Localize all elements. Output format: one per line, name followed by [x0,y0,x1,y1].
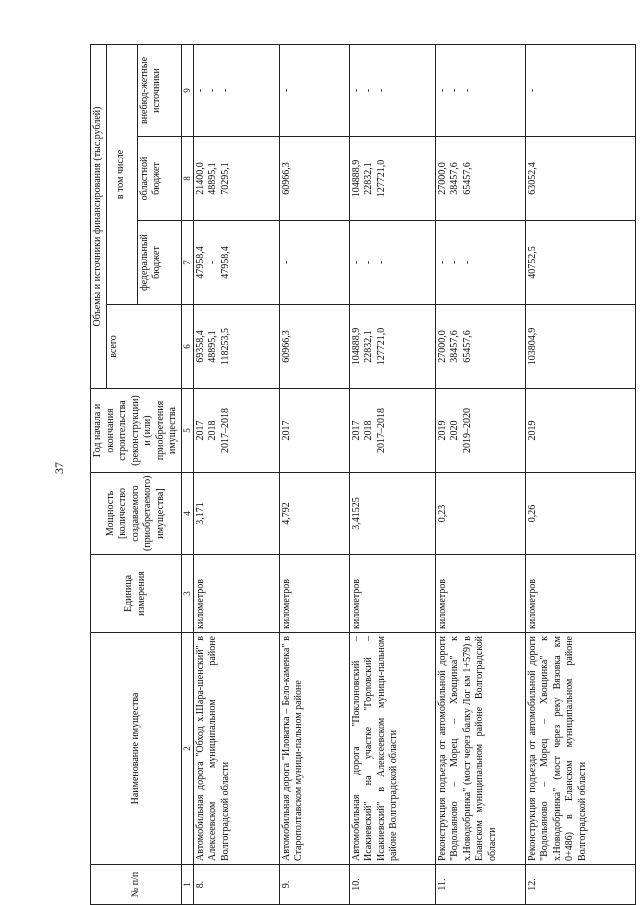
header-funding: Объемы и источники финансирования (тыс.рублей) [91,44,107,388]
table-row [435,44,525,904]
regional-cell-value: 22832,1 [363,162,375,195]
total-cell [435,305,525,389]
total-cell-value: 65457,6 [461,330,473,363]
column-number: 7 [181,221,193,305]
table-row [193,44,279,904]
years-cell-value: 2018 [207,420,219,441]
column-number: 1 [181,865,193,905]
column-number: 2 [181,633,193,865]
unit-cell: километров [349,555,435,633]
regional-cell-value: 127721,0 [375,159,387,198]
funding-table [90,44,636,905]
header-capacity: Мощность [количество создаваемого (приобретаемого) имущества] [91,473,182,555]
property-name: Реконструкция подъезда от автомобильной дороги "Водольяново – Морец – Хвощинка" к х.Новодобринка" (мост через реку Вязовка км 0+486) в Еланском муниципальном районе Волгоградской области [525,633,635,865]
regional-cell [279,137,349,221]
years-cell [435,389,525,473]
row-number: 10. [349,865,435,905]
extra-cell [193,44,279,136]
federal-cell-value: - [363,260,375,265]
years-cell-value: 2017–2018 [375,408,387,453]
regional-cell-value: 38457,6 [449,162,461,195]
years-cell-value: 2019 [526,420,538,441]
capacity-cell: 3,171 [193,473,279,555]
row-number: 8. [193,865,279,905]
years-cell-value: 2019–2020 [461,408,473,453]
regional-cell-value: 65457,6 [461,162,473,195]
table-row [525,44,635,904]
capacity-cell: 0,26 [525,473,635,555]
federal-cell-value: - [280,260,292,265]
header-total: всего [106,305,181,389]
extra-cell-value: - [194,88,206,93]
extra-cell-value: - [375,88,387,93]
regional-cell-value: 63052,4 [526,162,538,195]
years-cell-value: 2017 [280,420,292,441]
header-federal: федеральный бюджет [137,221,181,305]
federal-cell-value: 40752,5 [526,246,538,279]
table-row [349,44,435,904]
header-unit: Единица измерения [91,555,182,633]
years-cell [349,389,435,473]
years-cell [193,389,279,473]
regional-cell-value: 48895,1 [207,162,219,195]
row-number: 11. [435,865,525,905]
capacity-cell: 0,23 [435,473,525,555]
column-number: 9 [181,44,193,136]
extra-cell-value: - [449,88,461,93]
years-cell-value: 2018 [363,420,375,441]
regional-cell-value: 21400,0 [194,162,206,195]
federal-cell-value: - [375,260,387,265]
extra-cell-value: - [526,88,538,93]
regional-cell [193,137,279,221]
header-regional: областной бюджет [137,137,181,221]
regional-cell [349,137,435,221]
regional-cell-value: 60966,3 [280,162,292,195]
property-name: Автомобильная дорога "Иловатка – Бело-каменка" в Старополтавском муници-пальном районе [279,633,349,865]
years-cell-value: 2017 [350,420,362,441]
total-cell-value: 103804,9 [526,327,538,366]
total-cell [349,305,435,389]
federal-cell [435,221,525,305]
extra-cell-value: - [219,88,231,93]
federal-cell-value: - [461,260,473,265]
regional-cell [525,137,635,221]
column-number: 6 [181,305,193,389]
property-name: Автомобильная дорога "Поклоновский – Исакиевский" на участке "Горловский – Исакиевский" в Алексеевском муници-пальном районе Волгоградской области [349,633,435,865]
capacity-cell: 3,41525 [349,473,435,555]
extra-cell-value: - [363,88,375,93]
federal-cell-value: - [436,260,448,265]
years-cell-value: 2017 [194,420,206,441]
total-cell-value: 127721,0 [375,327,387,366]
years-cell-value: 2017–2018 [219,408,231,453]
regional-cell-value: 104888,9 [350,159,362,198]
row-number: 9. [279,865,349,905]
total-cell-value: 38457,6 [449,330,461,363]
property-name: Автомобильная дорога "Обход х.Шара-шенский" в Алексеевском муниципальном районе Волгоградской области [193,633,279,865]
federal-cell [349,221,435,305]
federal-cell-value: - [449,260,461,265]
rotated-page [90,45,630,905]
row-number: 12. [525,865,635,905]
total-cell-value: 60966,3 [280,330,292,363]
unit-cell: километров [435,555,525,633]
years-cell-value: 2019 [436,420,448,441]
total-cell [279,305,349,389]
header-years: Год начала и окончания строительства (реконструкции) и (или) приобретения имущества [91,389,182,473]
extra-cell-value: - [461,88,473,93]
header-extra: внебюд-жетные источники [137,44,181,136]
extra-cell [525,44,635,136]
column-number: 5 [181,389,193,473]
years-cell [525,389,635,473]
federal-cell-value: 47958,4 [219,246,231,279]
total-cell-value: 69358,4 [194,330,206,363]
extra-cell-value: - [280,88,292,93]
table-body [193,44,635,904]
total-cell-value: 104888,9 [350,327,362,366]
extra-cell-value: - [436,88,448,93]
extra-cell [349,44,435,136]
header-no: № п/п [91,865,182,905]
regional-cell [435,137,525,221]
column-number: 3 [181,555,193,633]
total-cell-value: 48895,1 [207,330,219,363]
unit-cell: километров [525,555,635,633]
column-number: 4 [181,473,193,555]
extra-cell [279,44,349,136]
header-name: Наименование имущества [91,633,182,865]
unit-cell: километров [279,555,349,633]
extra-cell [435,44,525,136]
table-row [279,44,349,904]
federal-cell [193,221,279,305]
federal-cell-value: 47958,4 [194,246,206,279]
regional-cell-value: 27000,0 [436,162,448,195]
capacity-cell: 4,792 [279,473,349,555]
total-cell-value: 27000,0 [436,330,448,363]
header-including: в том числе [106,44,137,304]
federal-cell-value: - [350,260,362,265]
federal-cell-value: - [207,260,219,265]
column-number-row [181,44,193,904]
regional-cell-value: 70295,1 [219,162,231,195]
total-cell-value: 118253,5 [219,327,231,366]
unit-cell: километров [193,555,279,633]
property-name: Реконструкция подъезда от автомобильной дороги "Водольяново – Морец – Хвощинка" к х.Новодобринка" (мост через балку Лог км 1+579) в Еланском муниципальном районе Волгоградской области [435,633,525,865]
extra-cell-value: - [207,88,219,93]
years-cell [279,389,349,473]
column-number: 8 [181,137,193,221]
total-cell [525,305,635,389]
federal-cell [525,221,635,305]
extra-cell-value: - [350,88,362,93]
federal-cell [279,221,349,305]
total-cell [193,305,279,389]
total-cell-value: 22832,1 [363,330,375,363]
years-cell-value: 2020 [449,420,461,441]
page-number: 37 [52,462,66,474]
